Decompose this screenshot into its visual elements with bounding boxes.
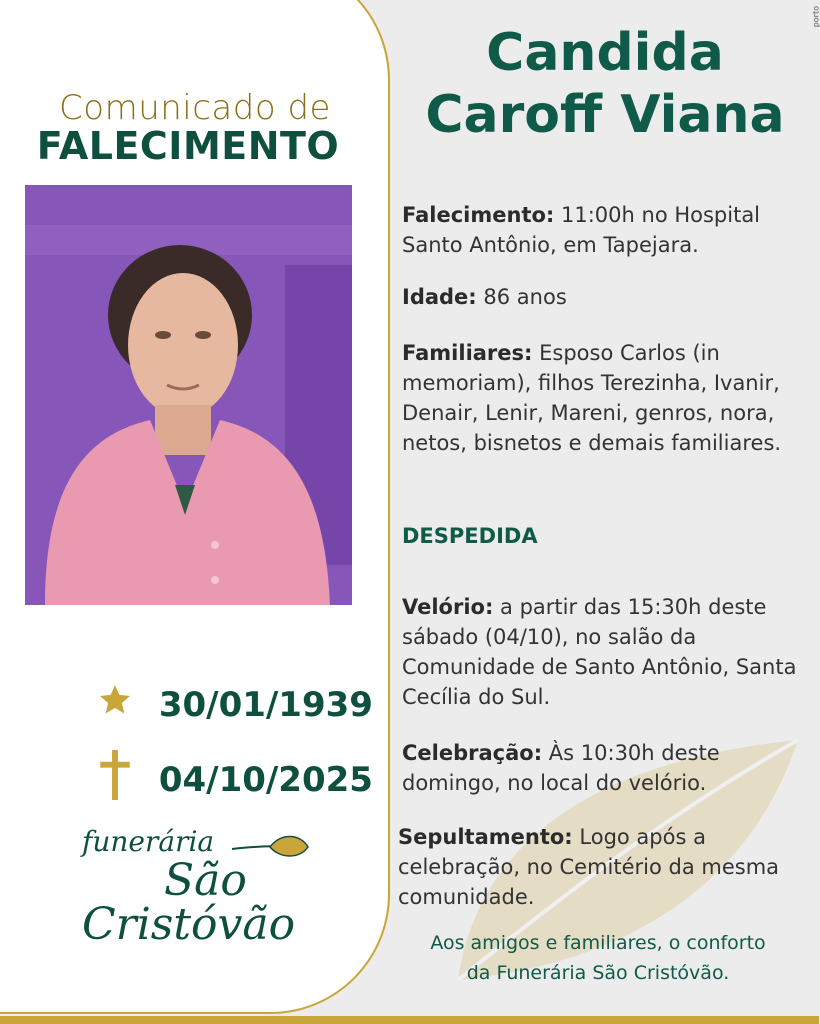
velorio-label: Velório: (402, 595, 494, 619)
info-celebracao (402, 738, 802, 798)
info-idade (402, 282, 802, 312)
falecimento-text: 11:00h no Hospital Santo Antônio, em Tapejara. (402, 203, 761, 257)
star-icon (95, 682, 135, 727)
velorio-text: a partir das 15:30h deste sábado (04/10), no salão da Comunidade de Santo Antônio, Santa Cecília do Sul. (402, 595, 797, 709)
death-date-row (95, 750, 373, 809)
corner-mark: porto (811, 6, 820, 28)
idade-text: 86 anos (483, 285, 567, 309)
celebracao-text: Às 10:30h deste domingo, no local do velório. (402, 741, 720, 795)
closing-message (398, 928, 798, 988)
birth-date-row (95, 682, 373, 727)
info-velorio (402, 592, 802, 712)
info-familiares (402, 338, 802, 458)
falecimento-label: Falecimento: (402, 203, 555, 227)
sepultamento-text: Logo após a celebração, no Cemitério da mesma comunidade. (398, 825, 780, 909)
familiares-text: Esposo Carlos (in memoriam), filhos Terezinha, Ivanir, Denair, Lenir, Mareni, genros, nora, netos, bisnetos e demais familiares. (402, 341, 782, 455)
funeral-home-logo (80, 825, 310, 955)
closing-line1: Aos amigos e familiares, o conforto (430, 932, 766, 954)
despedida-heading: DESPEDIDA (402, 524, 538, 548)
info-sepultamento (398, 822, 798, 912)
bottom-gold-bar (0, 1016, 819, 1024)
closing-line2: da Funerária São Cristóvão. (466, 962, 730, 984)
deceased-first-name: Candida (486, 23, 724, 83)
birth-date: 30/01/1939 (158, 684, 373, 725)
portrait-illustration (25, 185, 352, 605)
info-falecimento (402, 200, 802, 260)
sepultamento-label: Sepultamento: (398, 825, 573, 849)
death-date: 04/10/2025 (158, 759, 373, 800)
header-line1: Comunicado de (59, 88, 331, 128)
header-line2: FALECIMENTO (36, 124, 340, 168)
celebracao-label: Celebração: (402, 741, 543, 765)
logo-line1: funerária (82, 825, 215, 858)
logo-line3: Cristóvão (82, 899, 296, 950)
logo-line2: São (164, 855, 247, 906)
idade-label: Idade: (402, 285, 477, 309)
familiares-label: Familiares: (402, 341, 533, 365)
deceased-last-name: Caroff Viana (425, 85, 785, 145)
cross-icon (95, 750, 135, 809)
deceased-name (395, 22, 815, 146)
portrait-photo (25, 185, 352, 605)
